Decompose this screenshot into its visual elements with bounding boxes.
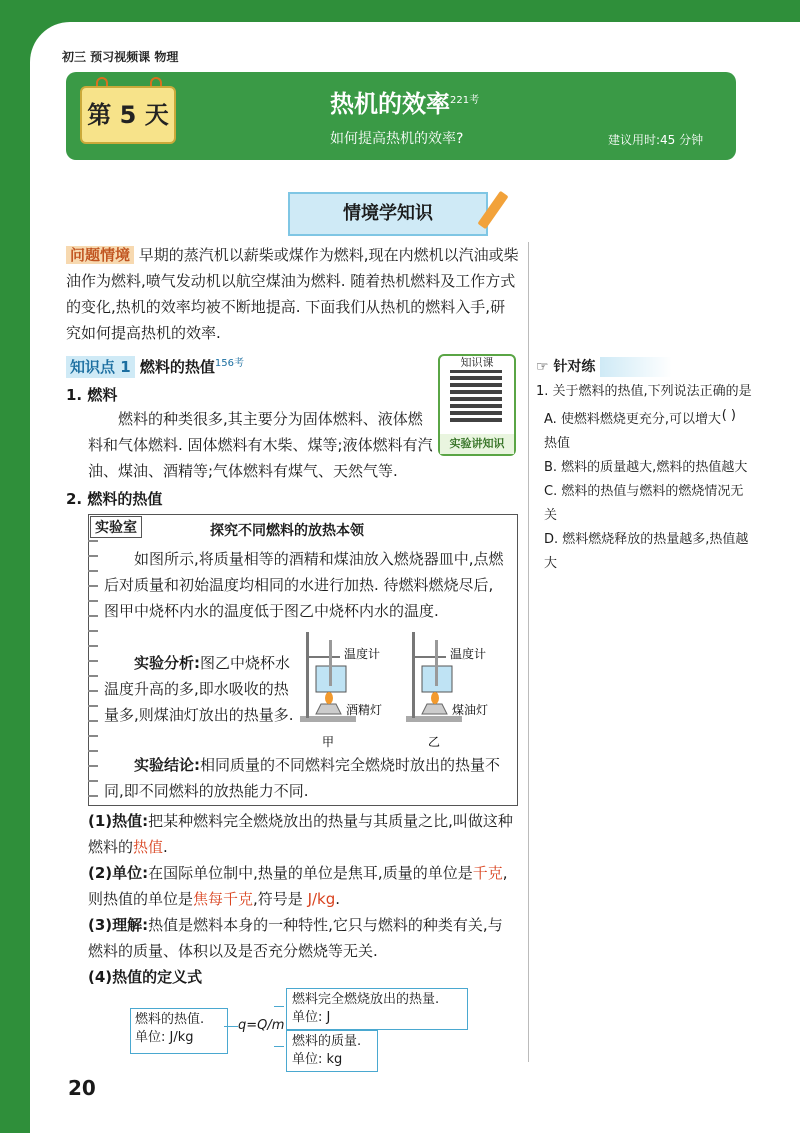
conclusion-label: 实验结论: — [134, 756, 200, 774]
intro-text: 早期的蒸汽机以薪柴或煤作为燃料,现在内燃机以汽油或柴油作为燃料,喷气发动机以航空煤油为燃料. 随着热机燃料及工作方式的变化,热机的效率均被不断地提高. 下面我们从热机的燃料入手,研究如何提高热机的效率. — [66, 246, 519, 342]
definition-1 — [88, 808, 516, 860]
stand-arm — [412, 656, 446, 658]
practice-title: 针对练 — [553, 359, 596, 375]
knowledge-label: 知识点 1 — [66, 356, 135, 378]
formula-bottom-box — [286, 1030, 378, 1072]
formula-left-line2: 单位: J/kg — [135, 1030, 194, 1045]
page-subtitle: 如何提高热机的效率? — [330, 131, 464, 147]
column-divider — [528, 242, 529, 1062]
def1-label: (1)热值: — [88, 812, 149, 830]
def2-answer-3: J/kg — [307, 890, 336, 908]
def3-text: 热值是燃料本身的一种特性,它只与燃料的种类有关,与燃料的质量、体积以及是否充分燃烧等无关. — [88, 916, 503, 960]
qr-top-label: 知识课 — [460, 356, 494, 369]
option-b[interactable]: B. 燃料的质量越大,燃料的热值越大 — [544, 460, 748, 475]
formula-bottom-line2: 单位: kg — [292, 1052, 343, 1067]
course-label: 初三 预习视频课 物理 — [62, 50, 179, 64]
lamp-label-2: 煤油灯 — [452, 703, 489, 717]
lab-conclusion — [104, 752, 508, 804]
definition-2 — [88, 860, 516, 912]
intro-paragraph — [66, 242, 520, 346]
hand-pointer-icon: ☞ — [536, 359, 549, 375]
experiment-diagram — [296, 626, 506, 766]
question-text: 1. 关于燃料的热值,下列说法正确的是 — [536, 384, 752, 399]
analysis-label: 实验分析: — [134, 654, 200, 672]
formula-top-line1: 燃料完全燃烧放出的热量. — [292, 992, 440, 1007]
answer-paren[interactable]: ( ) — [721, 408, 736, 423]
intro-tag: 问题情境 — [66, 246, 134, 264]
option-a[interactable]: A. 使燃料燃烧更充分,可以增大热值 — [544, 412, 722, 451]
knowledge-note: 156考 — [214, 358, 245, 369]
practice-question — [536, 380, 756, 576]
def1-end: . — [163, 838, 168, 856]
def2-end: . — [335, 890, 341, 908]
formula-left-box — [130, 1008, 228, 1054]
thermo-label-1: 温度计 — [344, 647, 381, 661]
definition-4-heading — [88, 964, 202, 990]
lamp-label-1: 酒精灯 — [346, 703, 383, 717]
def2-mid2: ,符号是 — [253, 890, 308, 908]
section-heading: 情境学知识 — [288, 192, 488, 236]
formula-arrow-left — [224, 1026, 238, 1027]
lab-tag: 实验室 — [90, 516, 142, 538]
burner — [422, 704, 447, 714]
formula-top-box — [286, 988, 468, 1030]
formula-equation: q=Q/m — [238, 1018, 285, 1033]
day-badge: 第 5 天 — [80, 86, 176, 144]
thermometer-icon — [435, 640, 438, 686]
qr-code-icon — [450, 370, 502, 422]
definition-3 — [88, 912, 516, 964]
def2-answer-2: 焦每千克 — [193, 890, 254, 908]
title-note: 221考 — [450, 95, 480, 106]
formula-arrow-bottom — [274, 1046, 284, 1047]
question-stem — [536, 380, 756, 423]
spiral-binding-icon — [88, 540, 98, 800]
qr-video-card[interactable] — [438, 354, 516, 456]
option-c[interactable]: C. 燃料的热值与燃料的燃烧情况无关 — [544, 484, 744, 523]
suggested-time: 建议用时:45 分钟 — [608, 133, 704, 147]
formula-top-line2: 单位: J — [292, 1010, 331, 1025]
stand-rod — [306, 632, 309, 718]
fuel-text: 燃料的种类很多,其主要分为固体燃料、液体燃料和气体燃料. 固体燃料有木柴、煤等;液体燃料有汽油、煤油、酒精等;气体燃料有煤气、天然气等. — [88, 410, 433, 480]
def2-label: (2)单位: — [88, 864, 149, 882]
fuel-heading: 1. 燃料 — [66, 386, 118, 404]
knowledge-title: 燃料的热值 — [139, 358, 215, 376]
formula-left-line1: 燃料的热值. — [135, 1012, 205, 1027]
burner — [316, 704, 341, 714]
caption-yi: 乙 — [428, 735, 441, 749]
lab-title: 探究不同燃料的放热本领 — [210, 523, 364, 539]
lab-analysis — [104, 650, 294, 728]
def2-answer-1: 千克 — [472, 864, 503, 882]
stand-arm — [306, 656, 340, 658]
knowledge-point-heading — [66, 354, 244, 377]
def1-text: 把某种燃料完全燃烧放出的热量与其质量之比,叫做这种燃料的 — [88, 812, 513, 856]
flame-icon — [431, 692, 439, 704]
conclusion-text: 相同质量的不同燃料完全燃烧时放出的热量不同,即不同燃料的放热能力不同. — [104, 756, 501, 800]
formula-bottom-line1: 燃料的质量. — [292, 1034, 362, 1049]
title-text: 热机的效率 — [330, 90, 450, 118]
def2-text: 在国际单位制中,热量的单位是焦耳,质量的单位是 — [148, 864, 473, 882]
formula-arrow-top — [274, 1006, 284, 1007]
def4-label: (4)热值的定义式 — [88, 968, 203, 986]
option-d[interactable]: D. 燃料燃烧释放的热量越多,热值越大 — [544, 532, 749, 571]
thermometer-icon — [329, 640, 332, 686]
def3-label: (3)理解: — [88, 916, 149, 934]
page-title — [330, 84, 479, 119]
def1-answer: 热值 — [133, 838, 164, 856]
practice-heading — [536, 356, 672, 377]
def2-mid: ,则热值的单位是 — [88, 864, 508, 908]
flame-icon — [325, 692, 333, 704]
page-number: 20 — [68, 1076, 96, 1100]
analysis-text: 图乙中烧杯水温度升高的多,即水吸收的热量多,则煤油灯放出的热量多. — [104, 654, 294, 724]
stand-rod — [412, 632, 415, 718]
lab-text: 如图所示,将质量相等的酒精和煤油放入燃烧器皿中,点燃后对质量和初始温度均相同的水进行加热. 待燃料燃烧尽后,图甲中烧杯内水的温度低于图乙中烧杯内水的温度. — [104, 550, 504, 620]
heat-value-heading: 2. 燃料的热值 — [66, 490, 163, 508]
thermo-label-2: 温度计 — [450, 647, 487, 661]
practice-bar — [600, 357, 672, 377]
qr-bottom-label: 实验讲知识 — [440, 434, 514, 454]
caption-jia: 甲 — [322, 735, 335, 749]
